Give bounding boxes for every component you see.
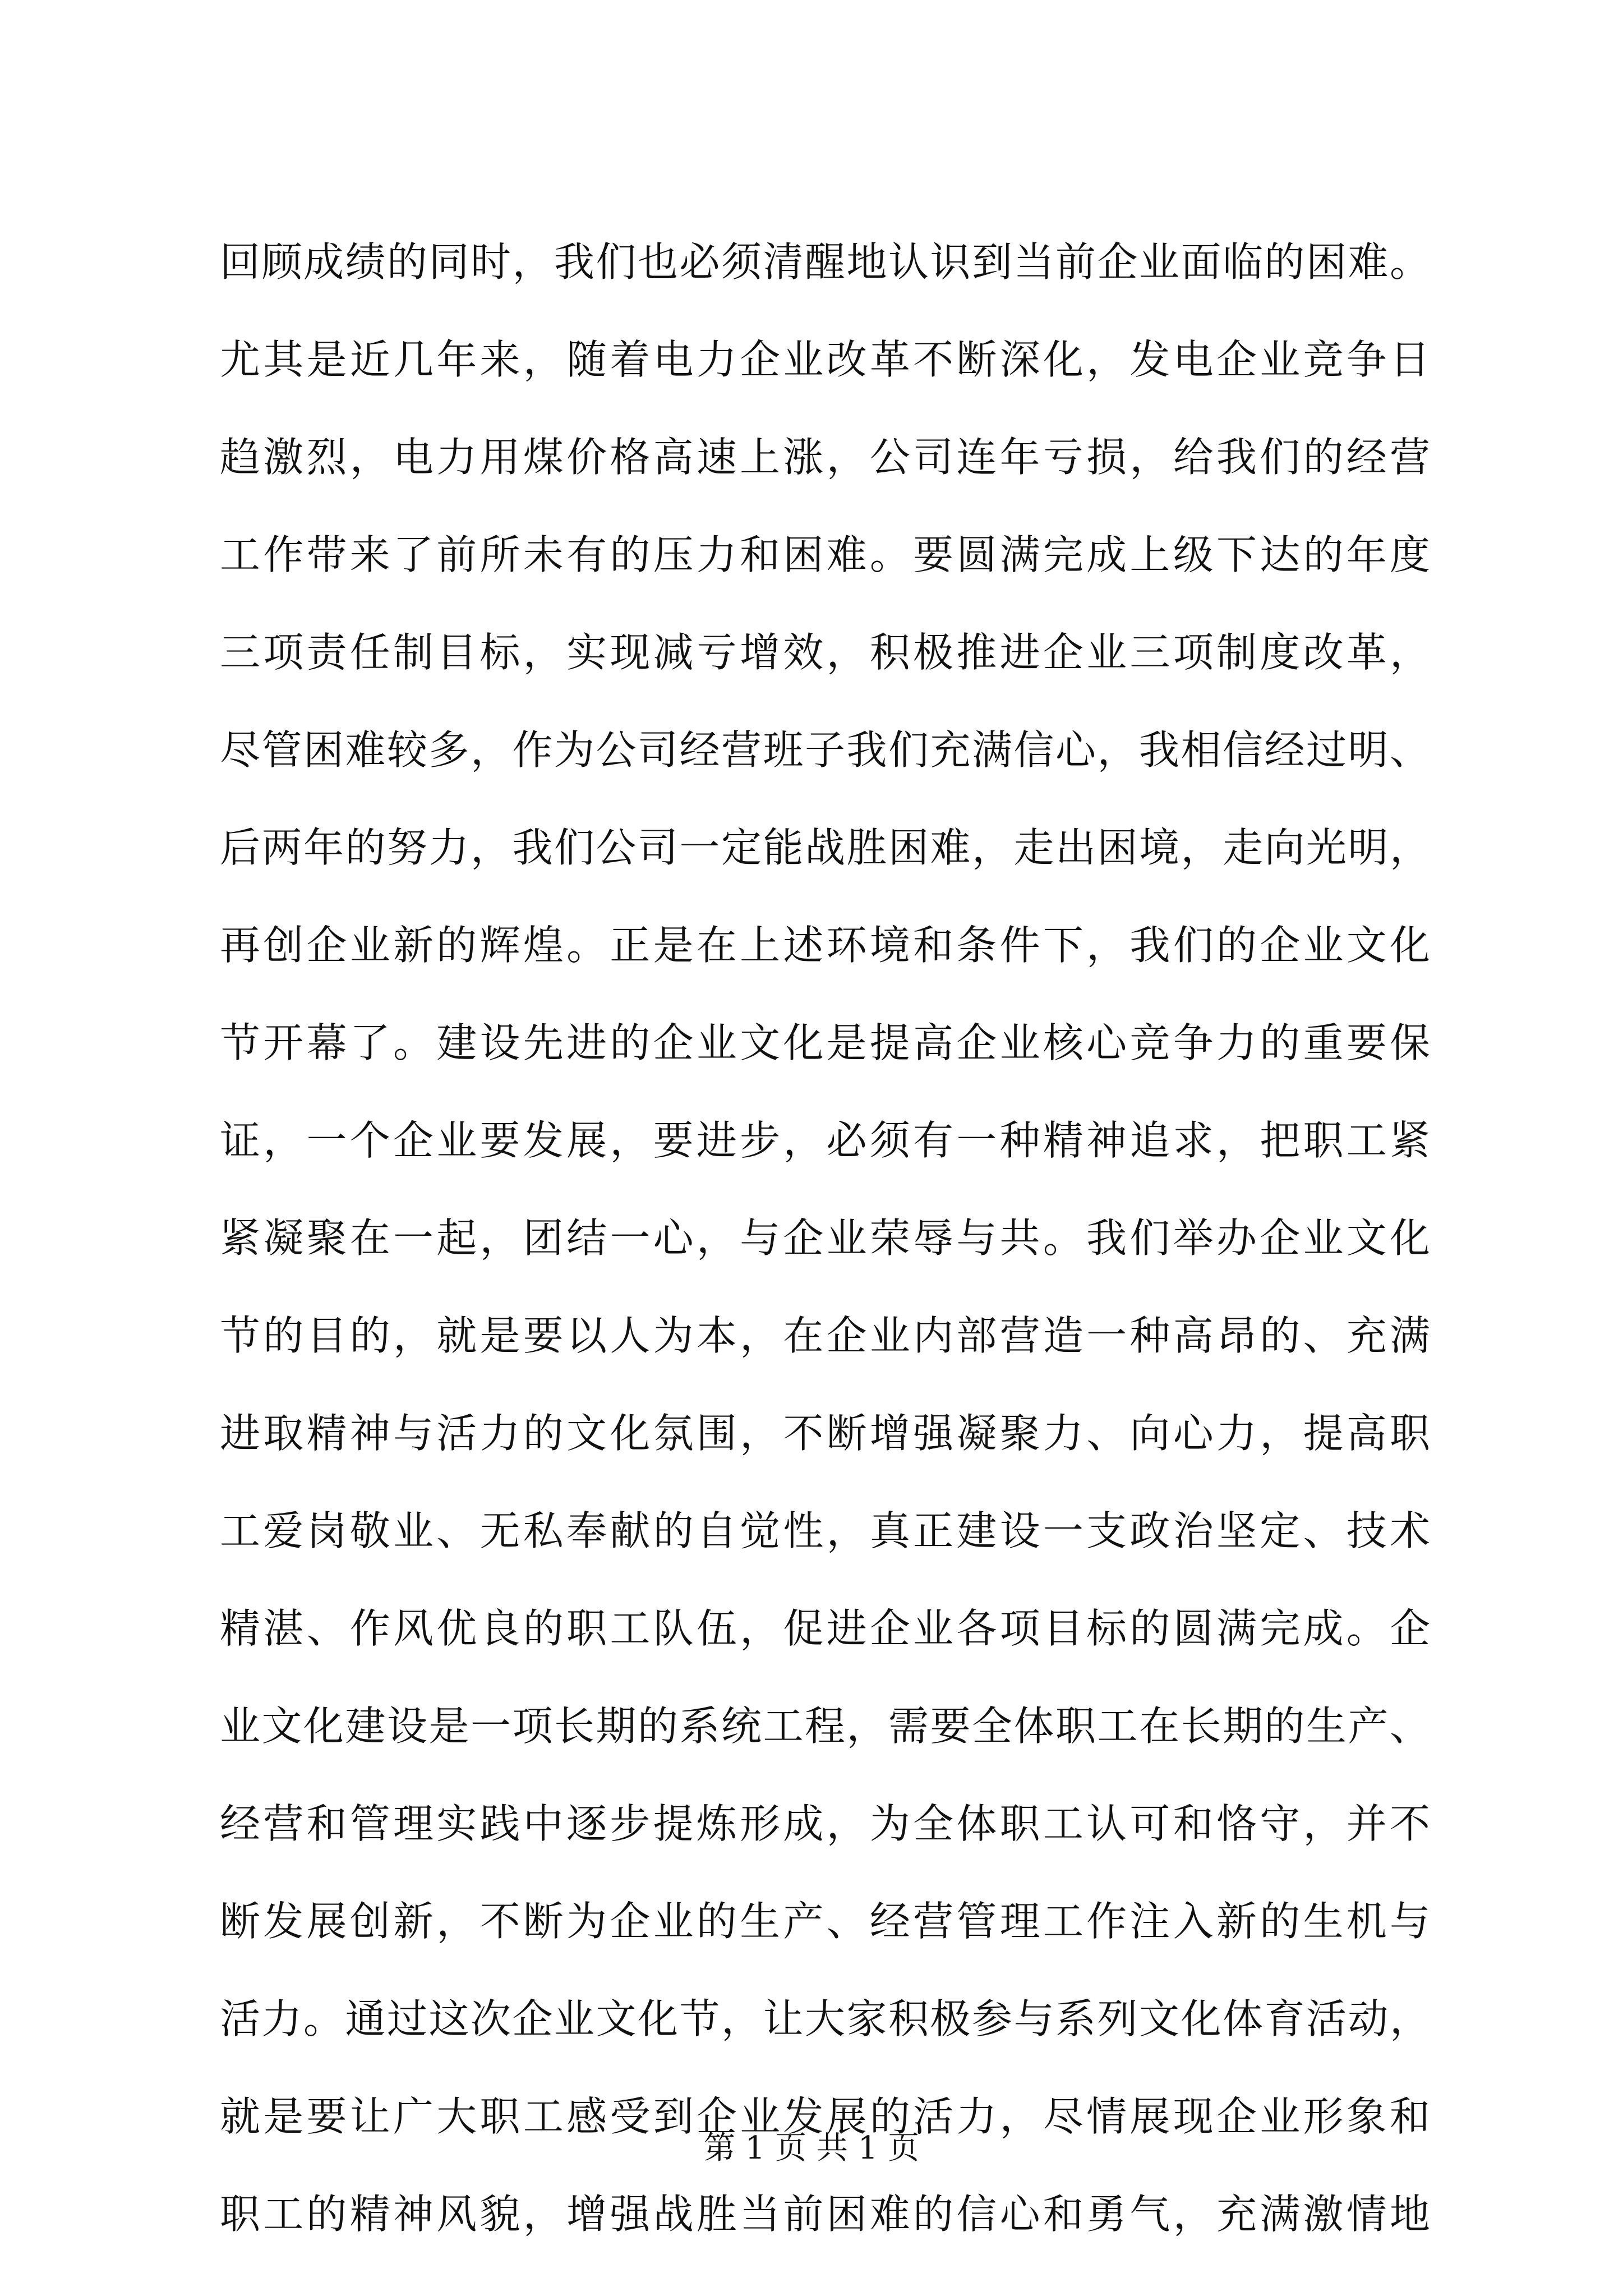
page-number: 第 1 页 共 1 页 [703, 2130, 920, 2166]
text-line: 趋激烈，电力用煤价格高速上涨，公司连年亏损，给我们的经营 [220, 434, 1431, 481]
text-line: 回顾成绩的同时，我们也必须清醒地认识到当前企业面临的困难。 [220, 238, 1431, 286]
text-line: 再创企业新的辉煌。正是在上述环境和条件下，我们的企业文化 [220, 922, 1431, 969]
text-line: 三项责任制目标，实现减亏增效，积极推进企业三项制度改革， [220, 629, 1431, 676]
text-line: 工作带来了前所未有的压力和困难。要圆满完成上级下达的年度 [220, 531, 1431, 578]
text-line: 就是要让广大职工感受到企业发展的活力，尽情展现企业形象和 [220, 2093, 1431, 2140]
page-footer [0, 2126, 1623, 2171]
text-line: 职工的精神风貌，增强战胜当前困难的信心和勇气，充满激情地 [220, 2191, 1431, 2238]
text-line: 经营和管理实践中逐步提炼形成，为全体职工认可和恪守，并不 [220, 1800, 1431, 1847]
text-line: 活力。通过这次企业文化节，让大家积极参与系列文化体育活动， [220, 1995, 1431, 2042]
text-line: 紧凝聚在一起，团结一心，与企业荣辱与共。我们举办企业文化 [220, 1214, 1431, 1262]
text-line: 进取精神与活力的文化氛围，不断增强凝聚力、向心力，提高职 [220, 1410, 1431, 1457]
text-line: 工爱岗敬业、无私奉献的自觉性，真正建设一支政治坚定、技术 [220, 1507, 1431, 1554]
body-text [220, 213, 1431, 2263]
text-line: 节的目的，就是要以人为本，在企业内部营造一种高昂的、充满 [220, 1312, 1431, 1359]
text-line: 业文化建设是一项长期的系统工程，需要全体职工在长期的生产、 [220, 1703, 1431, 1750]
text-line: 精湛、作风优良的职工队伍，促进企业各项目标的圆满完成。企 [220, 1605, 1431, 1652]
text-line: 节开幕了。建设先进的企业文化是提高企业核心竞争力的重要保 [220, 1019, 1431, 1066]
text-line: 断发展创新，不断为企业的生产、经营管理工作注入新的生机与 [220, 1898, 1431, 1945]
text-line: 证，一个企业要发展，要进步，必须有一种精神追求，把职工紧 [220, 1117, 1431, 1164]
text-line: 尽管困难较多，作为公司经营班子我们充满信心，我相信经过明、 [220, 726, 1431, 774]
text-line: 尤其是近几年来，随着电力企业改革不断深化，发电企业竞争日 [220, 336, 1431, 383]
text-line: 后两年的努力，我们公司一定能战胜困难，走出困境，走向光明， [220, 824, 1431, 871]
